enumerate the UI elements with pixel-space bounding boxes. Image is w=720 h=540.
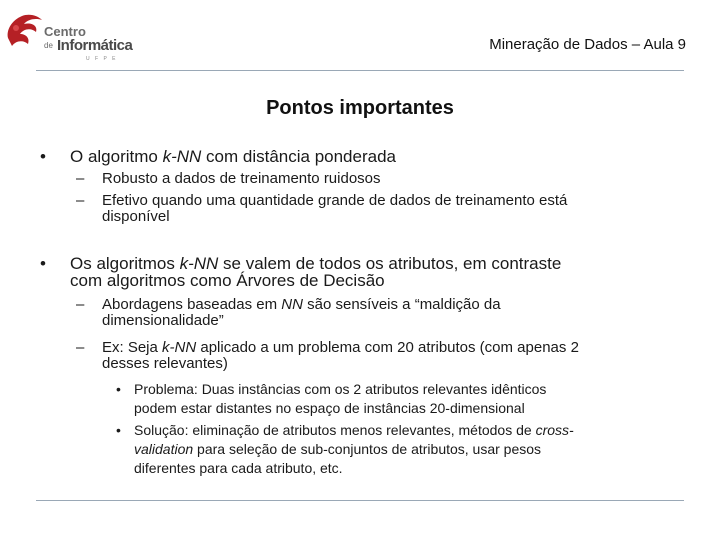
sub-bullet-marker: –: [76, 192, 85, 209]
sub-bullet-marker: –: [76, 170, 85, 187]
sub-sub-bullet-marker: •: [116, 381, 121, 397]
bullet-marker: •: [40, 147, 46, 166]
text-run: se valem de todos os atributos, em contraste: [218, 254, 562, 273]
text-run: dimensionalidade”: [102, 312, 224, 329]
bullet-1-text: [70, 148, 680, 165]
sub-sub-bullet-marker: •: [116, 422, 121, 438]
text-run-italic: k-NN: [179, 254, 219, 273]
sub-bullet-2-1-text: [102, 297, 692, 329]
header-divider: [36, 70, 684, 71]
sub-bullet-2-2-text: [102, 340, 692, 372]
sub-bullet-1-1-text: Robusto a dados de treinamento ruidosos: [102, 170, 381, 187]
footer-divider: [36, 500, 684, 501]
text-run-italic: k-NN: [162, 339, 197, 356]
text-run: Efetivo quando uma quantidade grande de dados de treinamento está: [102, 192, 568, 209]
sub-sub-bullet-1-text: [134, 380, 694, 418]
logo-emblem-icon: [4, 10, 46, 56]
text-run: Solução: eliminação de atributos menos relevantes, métodos de: [134, 422, 536, 438]
logo-prefix: de: [44, 41, 53, 50]
text-run: Abordagens baseadas em: [102, 296, 282, 313]
sub-bullet-marker: –: [76, 296, 85, 313]
text-run: aplicado a um problema com 20 atributos (com apenas 2: [196, 339, 579, 356]
bullet-2-text: [70, 255, 680, 289]
text-run: são sensíveis a “maldição da: [302, 296, 501, 313]
text-run: com algoritmos como Árvores de Decisão: [70, 271, 385, 290]
header-title: Mineração de Dados – Aula 9: [489, 36, 686, 53]
text-run: diferentes para cada atributo, etc.: [134, 460, 343, 476]
text-run-italic: k-NN: [162, 147, 202, 166]
bullet-marker: •: [40, 254, 46, 273]
slide-title: Pontos importantes: [266, 97, 454, 119]
text-run: Os algoritmos: [70, 254, 180, 273]
logo-line1: Centro: [44, 24, 86, 39]
text-run: desses relevantes): [102, 355, 228, 372]
text-run: podem estar distantes no espaço de instâncias 20-dimensional: [134, 400, 525, 416]
logo: [4, 10, 144, 62]
text-run: para seleção de sub-conjuntos de atributos, usar pesos: [193, 441, 542, 457]
text-run: com distância ponderada: [201, 147, 396, 166]
sub-sub-bullet-2-text: [134, 421, 694, 478]
text-run: Ex: Seja: [102, 339, 163, 356]
logo-line2: Informática: [57, 37, 133, 54]
text-run: disponível: [102, 208, 170, 225]
sub-bullet-marker: –: [76, 339, 85, 356]
text-run-italic: NN: [281, 296, 303, 313]
logo-tagline: U F P E: [86, 56, 118, 62]
text-run-italic: validation: [134, 441, 194, 457]
text-run-italic: cross-: [535, 422, 574, 438]
text-run: O algoritmo: [70, 147, 163, 166]
text-run: Problema: Duas instâncias com os 2 atributos relevantes idênticos: [134, 381, 547, 397]
sub-bullet-1-2-text: [102, 193, 692, 225]
